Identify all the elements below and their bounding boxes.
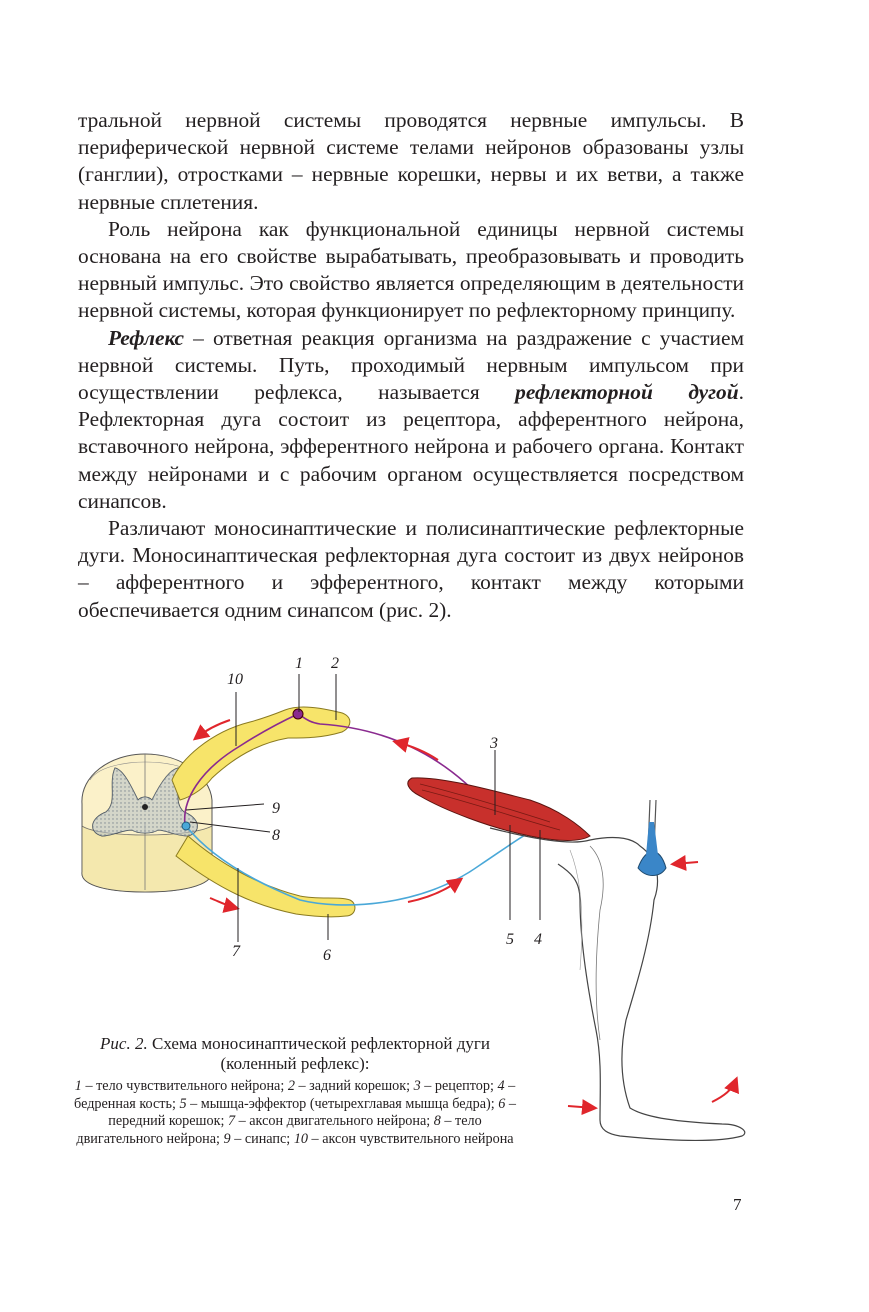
legend-num: 3 — [413, 1078, 421, 1094]
label-6: 6 — [323, 947, 331, 964]
dorsal-root — [172, 707, 350, 800]
label-5: 5 — [506, 931, 514, 948]
muscle-effector — [408, 778, 590, 841]
legend-text: – передний корешок; — [108, 1095, 516, 1130]
legend-num: 8 — [433, 1113, 441, 1130]
central-canal — [142, 804, 148, 810]
caption-title-text: Схема моносинаптической рефлекторной дуги (коленный рефлекс): — [147, 1034, 490, 1073]
paragraph-2: Роль нейрона как функциональной единицы нервной системы основана на его свойстве вырабатывать, преобразовывать и проводить нервный импульс. Это свойство является определяющим в деятельности нервной системы, которая функционирует по рефлекторному принципу. — [78, 216, 744, 323]
page-number: 7 — [733, 1195, 742, 1214]
paragraph-3-part2: . Рефлекторная дуга состоит из рецептора, афферентного нейрона, вставочного нейрона, эфферентного нейрона и рабочего органа. Контакт между нейронами и с рабочим органом осуществляется посредством синапсов. — [78, 380, 745, 513]
label-4: 4 — [534, 931, 542, 948]
caption-legend — [72, 1078, 518, 1148]
label-10: 10 — [227, 671, 243, 688]
legend-text: – аксон двигательного нейрона; — [235, 1113, 434, 1130]
paragraph-4: Различают моносинаптические и полисинаптические рефлекторные дуги. Моносинаптическая рефлекторная дуга состоит из двух нейронов – афферентного и эфферентного, контакт между которыми обеспечивается одним синапсом (рис. 2). — [78, 516, 744, 622]
legend-text: – мышца-эффектор (четырехглавая мышца бедра); — [186, 1095, 499, 1112]
legend-num: 1 — [74, 1078, 82, 1094]
label-8: 8 — [272, 827, 280, 844]
legend-text: – задний корешок; — [294, 1078, 414, 1094]
legend-num: 7 — [227, 1113, 236, 1130]
term-reflex: Рефлекс — [108, 325, 185, 350]
legend-num: 10 — [293, 1130, 308, 1147]
caption-title — [72, 1034, 518, 1074]
legend-num: 4 — [497, 1078, 505, 1094]
legend-text: – аксон чувствительного нейрона — [308, 1130, 514, 1147]
legend-text: – тело чувствительного нейрона; — [81, 1078, 288, 1094]
paragraph-3 — [78, 325, 744, 515]
legend-text: – рецептор; — [420, 1078, 498, 1094]
term-reflex-arc: рефлекторной дугой — [515, 380, 739, 405]
paragraph-1: тральной нервной системы проводятся нервные импульсы. В периферической нервной системе телами нейронов образованы узлы (ганглии), отростками – нервные корешки, нервы и их ветви, а также нервные сплетения. — [78, 108, 744, 214]
legend-text: – тело двигательного нейрона; — [76, 1113, 482, 1147]
label-9: 9 — [272, 800, 280, 817]
legend-num: 5 — [179, 1095, 187, 1112]
label-7: 7 — [232, 943, 240, 960]
leg-outline — [490, 828, 745, 1141]
label-3: 3 — [490, 735, 498, 752]
legend-num: 9 — [223, 1130, 231, 1147]
caption-fig-ref: Рис. 2. — [100, 1034, 148, 1053]
legend-num: 6 — [498, 1095, 506, 1112]
figure-caption — [72, 1034, 518, 1148]
legend-text: – бедренная кость; — [74, 1078, 516, 1112]
legend-num: 2 — [287, 1078, 295, 1094]
paragraph-3-part1: – ответная реакция организма на раздражение с участием нервной системы. Путь, проходимый нервным импульсом при осуществлении рефлекса, называется — [78, 325, 744, 405]
label-1: 1 — [295, 655, 303, 672]
legend-text: – синапс; — [230, 1130, 294, 1147]
label-2: 2 — [331, 655, 339, 672]
motor-neuron-body — [182, 822, 190, 830]
reflex-hammer — [638, 800, 666, 876]
sensory-neuron-body — [293, 709, 303, 719]
body-text — [78, 107, 744, 624]
